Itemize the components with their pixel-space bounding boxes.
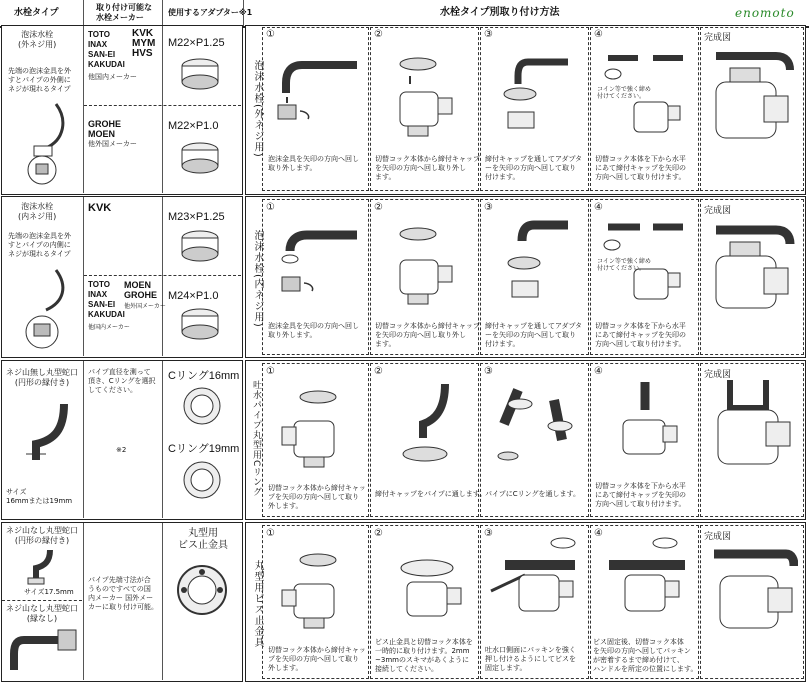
row-2-done-label: 完成図 <box>704 206 732 216</box>
row-3-step-1-num: ① <box>266 366 275 377</box>
row-3-step-1-illustration <box>278 385 358 475</box>
row-2-brands-note-a: 他国内メーカー <box>88 324 130 331</box>
row-1-brands-b: KVK MYM HVS <box>132 28 156 59</box>
row-1-done-label: 完成図 <box>704 33 732 43</box>
row-2-brands-note-c: 他外国メーカー <box>124 303 166 310</box>
row-2-step-1-text: 泡沫金具を矢印の方向へ回し 取り外します。 <box>268 322 359 339</box>
row-2-step-1-num: ① <box>266 202 275 213</box>
row-1-step-2-num: ② <box>374 29 383 40</box>
row-2-adapter-a-icon <box>178 228 222 264</box>
row-4-type-title-2: ネジ山なし丸型蛇口 (縁なし) <box>6 604 78 623</box>
row-3-adapter-b-label: Cリング19mm <box>168 443 240 455</box>
row-3-adapter-a-icon <box>178 384 226 428</box>
row-2-step-3-illustration <box>498 215 573 310</box>
header-install-method: 水栓タイプ別取り付け方法 <box>440 7 560 18</box>
row-1-step-3-text: 締付キャップを通してアダプタ ーを矢印の方向へ回して取り 付けます。 <box>485 155 583 181</box>
row-2-step-4-text: 切替コック本体を下から水平 にあて締付キャップを矢印の 方向へ回して取り付けます。 <box>595 322 686 348</box>
row-4-adapter-a-label: 丸型用 ビス止金具 <box>178 528 228 551</box>
row-4-type-separator <box>2 600 82 601</box>
row-2-done-illustration <box>706 216 798 326</box>
row-3-divider <box>162 361 163 518</box>
row-2-step-4-note: コイン等で強く締め 付けてください。 <box>597 258 651 272</box>
row-3-maker-note: ※2 <box>116 446 127 454</box>
row-4-step-3-text: 吐水口側面にパッキンを強く 押し付けるようにしてビスを 固定します。 <box>485 646 576 672</box>
row-4-step-4-text: ビス固定後、切替コック本体 を矢印の方向へ回してパッキン が密着するまで締め付けて、 ハンドルを所定の位置にします。 <box>593 638 698 673</box>
row-3-type-desc: サイズ 16mmまたは19mm <box>6 488 73 505</box>
row-4-step-1-illustration <box>278 548 358 634</box>
row-4-step-4-illustration <box>595 535 695 635</box>
header-divider <box>162 0 163 26</box>
header-adapter: 使用するアダプター※1 <box>168 8 253 17</box>
row-2-type-desc: 先端の泡沫金具を外 すとパイプの内側に ネジが現れるタイプ <box>8 232 71 258</box>
row-2-brands-a: KVK <box>88 202 112 214</box>
row-2-step-4-num: ④ <box>594 202 603 213</box>
row-3-step-2-text: 締付キャップをパイプに通します。 <box>375 490 487 498</box>
row-3-step-4-text: 切替コック本体を下から水平 にあて締付キャップを矢印の 方向へ回して取り付けます。 <box>595 482 686 508</box>
row-2-step-2-text: 切替コック本体から締付キャップ を矢印の方向へ回し取り外し ます。 <box>375 322 480 348</box>
row-1-brands-c: GROHE MOEN <box>88 119 122 139</box>
row-4-step-4-num: ④ <box>594 528 603 539</box>
row-4-step-2-illustration <box>385 546 470 636</box>
row-1-adapter-b-icon <box>178 140 222 176</box>
row-3-step-3-num: ③ <box>484 366 493 377</box>
row-3-pipe-illustration <box>14 400 74 470</box>
row-3-type-title: ネジ山無し丸型蛇口 (円形の縁付き) <box>6 368 78 387</box>
row-3-adapter-a-label: Cリング16mm <box>168 370 240 382</box>
row-2-step-1-illustration <box>272 215 362 305</box>
row-1-adapter-a-label: M22×P1.25 <box>168 37 225 49</box>
row-2-divider <box>83 197 84 356</box>
row-4-step-2-text: ビス止金具と切替コック本体を 一時的に取り付けます。2mm ~3mmのスキマがあくように 接続してください。 <box>375 638 473 673</box>
row-3-adapter-b-icon <box>178 458 226 502</box>
header-divider <box>243 0 244 26</box>
row-4-step-2-num: ② <box>374 528 383 539</box>
row-4-side-label: 丸型用ビス止金具 <box>252 560 263 648</box>
watermark: enomoto <box>735 6 795 20</box>
row-2-divider <box>162 197 163 356</box>
row-2-adapter-b-label: M24×P1.0 <box>168 290 219 302</box>
row-1-brands-note-a: 他国内メーカー <box>88 73 137 81</box>
row-1-adapter-a-icon <box>178 56 222 92</box>
header-divider <box>83 0 84 26</box>
header-faucet-type: 水栓タイプ <box>14 8 59 18</box>
row-2-step-3-text: 締付キャップを通してアダプタ ーを矢印の方向へ回して取り 付けます。 <box>485 322 583 348</box>
row-3-step-1-text: 切替コック本体から締付キャッ プを矢印の方向へ回して取り 外します。 <box>268 484 366 510</box>
row-4-type-title: ネジ山なし丸型蛇口 (円形の縁付き) <box>6 526 78 545</box>
row-1-step-2-illustration <box>390 50 465 145</box>
row-1-done-illustration <box>706 42 798 152</box>
row-2-side-label: 泡沫水栓(内ネジ用) <box>252 230 263 328</box>
row-4-step-3-num: ③ <box>484 528 493 539</box>
row-4-done-illustration <box>706 540 798 640</box>
row-3-step-2-num: ② <box>374 366 383 377</box>
row-1-step-3-illustration <box>498 48 573 143</box>
row-2-step-2-illustration <box>390 222 465 312</box>
row-1-brands-note-c: 他外国メーカー <box>88 140 137 148</box>
row-1-faucet-illustration <box>6 100 80 188</box>
row-2-maker-separator <box>84 275 241 276</box>
row-1-step-4-note: コイン等で強く締め 付けてください。 <box>597 86 651 100</box>
row-2-step-2-num: ② <box>374 202 383 213</box>
row-4-adapter-a-icon <box>172 560 232 620</box>
row-1-type-title: 泡沫水栓 (外ネジ用) <box>18 30 57 49</box>
row-1-brands-a: TOTO INAX SAN-EI KAKUDAI <box>88 30 125 69</box>
row-2-adapter-b-icon <box>178 306 222 342</box>
row-1-step-1-text: 泡沫金具を矢印の方向へ回し 取り外します。 <box>268 155 359 172</box>
row-3-done-illustration <box>706 378 798 478</box>
row-1-divider <box>83 26 84 193</box>
row-3-step-3-illustration <box>490 380 580 475</box>
row-3-done-label: 完成図 <box>704 370 732 380</box>
row-1-side-label: 泡沫水栓(外ネジ用) <box>252 60 263 158</box>
row-4-divider <box>83 523 84 680</box>
row-1-step-2-text: 切替コック本体から締付キャップ を矢印の方向へ回し取り外し ます。 <box>375 155 480 181</box>
row-3-side-label: 吐水パイプ丸型用Cリング <box>251 380 261 498</box>
row-3-step-3-text: パイプにCリングを通します。 <box>485 490 580 498</box>
row-1-adapter-b-label: M22×P1.0 <box>168 120 219 132</box>
row-4-done-label: 完成図 <box>704 532 732 542</box>
row-1-step-1-illustration <box>272 45 362 135</box>
row-1-step-3-num: ③ <box>484 29 493 40</box>
row-3-step-2-illustration <box>395 380 465 475</box>
row-1-divider <box>162 26 163 193</box>
row-4-divider <box>162 523 163 680</box>
row-2-brands-c: MOEN GROHE <box>124 280 158 300</box>
row-1-maker-separator <box>84 105 241 106</box>
row-1-step-4-num: ④ <box>594 29 603 40</box>
row-4-type-desc: サイズ17.5mm <box>24 588 74 596</box>
row-3-step-4-num: ④ <box>594 366 603 377</box>
row-4-step-3-illustration <box>485 535 585 635</box>
row-2-type-title: 泡沫水栓 (内ネジ用) <box>18 202 57 221</box>
row-1-step-4-text: 切替コック本体を下から水平 にあて締付キャップを矢印の 方向へ回して取り付けます。 <box>595 155 686 181</box>
row-4-pipe-illustration <box>20 548 60 588</box>
row-2-faucet-illustration <box>6 266 80 354</box>
row-2-step-3-num: ③ <box>484 202 493 213</box>
row-1-step-1-num: ① <box>266 29 275 40</box>
row-3-maker-desc: パイプ直径を測って 頂き、Cリングを選択 してください。 <box>88 368 156 394</box>
row-4-step-1-text: 切替コック本体から締付キャッ プを矢印の方向へ回して取り 外します。 <box>268 646 366 672</box>
row-3-step-4-illustration <box>605 380 685 475</box>
row-1-type-desc: 先端の泡沫金具を外 すとパイプの外側に ネジが現れるタイプ <box>8 67 71 93</box>
row-4-step-1-num: ① <box>266 528 275 539</box>
row-4-faucet-illustration <box>6 626 82 678</box>
row-4-maker-desc: パイプ先端寸法が合 うものですべての国 内メーカー 国外メー カーに取り付け可能。 <box>88 576 158 611</box>
row-2-adapter-a-label: M23×P1.25 <box>168 211 225 223</box>
header-makers: 取り付け可能な 水栓メーカー <box>96 3 152 22</box>
row-3-divider <box>83 361 84 518</box>
row-2-brands-b: TOTO INAX SAN-EI KAKUDAI <box>88 280 125 319</box>
